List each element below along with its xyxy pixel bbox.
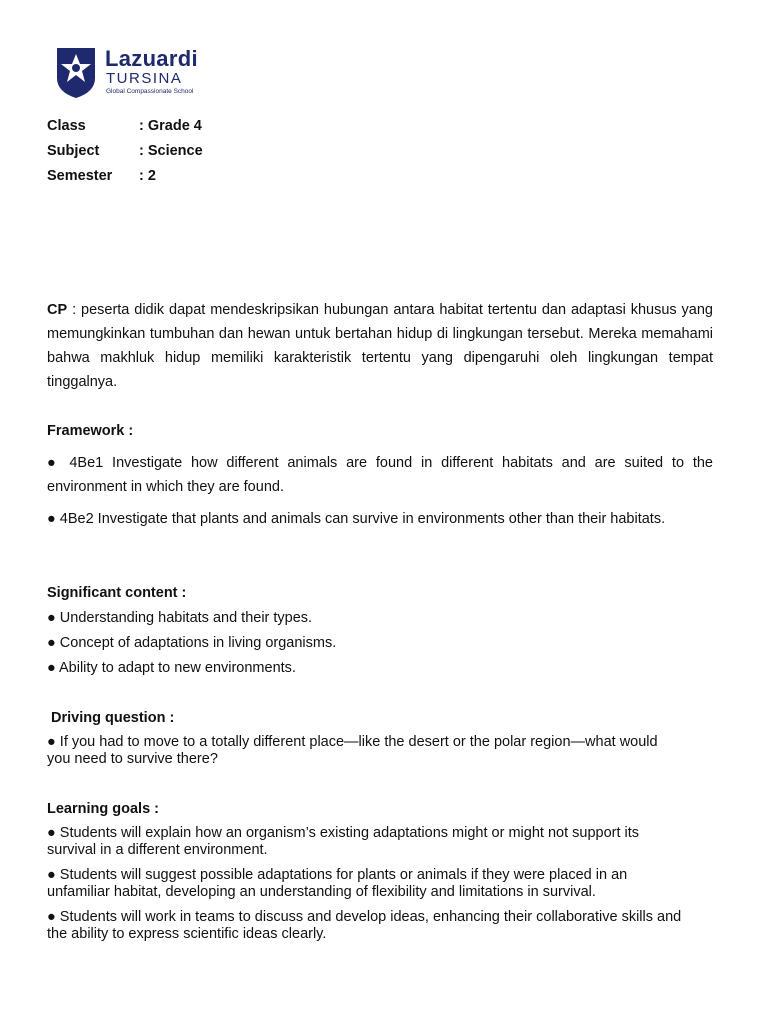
meta-value: : Grade 4 xyxy=(139,118,202,134)
significant-content-item: ● Understanding habitats and their types. xyxy=(47,610,313,626)
meta-row-semester xyxy=(47,167,203,192)
school-crest-icon xyxy=(53,44,99,100)
cp-label: CP xyxy=(47,302,68,318)
meta-key: Semester xyxy=(47,168,113,184)
meta-value: : Science xyxy=(139,143,203,159)
cp-text: : peserta didik dapat mendeskripsikan hubungan antara habitat tertentu dan adaptasi khusus yang memungkinkan tumbuhan dan hewan untuk bertahan hidup di lingkungan tersebut. Mereka memahami bahwa makhluk hidup memiliki karakteristik tertentu yang dipengaruhi oleh lingkungan tempat tinggalnya. xyxy=(47,302,713,390)
learning-goal-item: ● Students will explain how an organism’s existing adaptations might or might not support its survival in a different environment. xyxy=(47,825,640,858)
framework-heading: Framework : xyxy=(47,423,134,439)
driving-question-heading: Driving question : xyxy=(47,710,175,726)
framework-item: ● 4Be1 Investigate how different animals are found in different habitats and are suited to the environment in which they are found. xyxy=(47,455,713,495)
significant-content-item: ● Concept of adaptations in living organisms. xyxy=(47,635,337,651)
significant-content-heading: Significant content : xyxy=(47,585,187,601)
logo-subname: TURSINA xyxy=(106,70,183,87)
driving-question-item: ● If you had to move to a totally different place—like the desert or the polar region—what would you need to survive there? xyxy=(47,734,658,767)
school-logo xyxy=(53,44,223,100)
meta-key: Subject xyxy=(47,143,100,159)
significant-content-item: ● Ability to adapt to new environments. xyxy=(47,660,296,676)
cp-paragraph xyxy=(47,298,713,394)
learning-goal-item: ● Students will suggest possible adaptations for plants or animals if they were placed in an unfamiliar habitat, developing an understanding of flexibility and limitations in survival. xyxy=(47,867,628,900)
learning-goal-item: ● Students will work in teams to discuss and develop ideas, enhancing their collaborative skills and the ability to express scientific ideas clearly. xyxy=(47,909,682,942)
learning-goals-heading: Learning goals : xyxy=(47,801,159,817)
logo-name: Lazuardi xyxy=(105,46,198,71)
meta-row-class xyxy=(47,117,203,142)
meta-key: Class xyxy=(47,118,86,134)
meta-row-subject xyxy=(47,142,203,167)
framework-item: ● 4Be2 Investigate that plants and animals can survive in environments other than their habitats. xyxy=(47,511,666,527)
meta-value: : 2 xyxy=(139,168,156,184)
class-info xyxy=(47,117,203,192)
logo-tagline: Global Compassionate School xyxy=(106,88,194,95)
